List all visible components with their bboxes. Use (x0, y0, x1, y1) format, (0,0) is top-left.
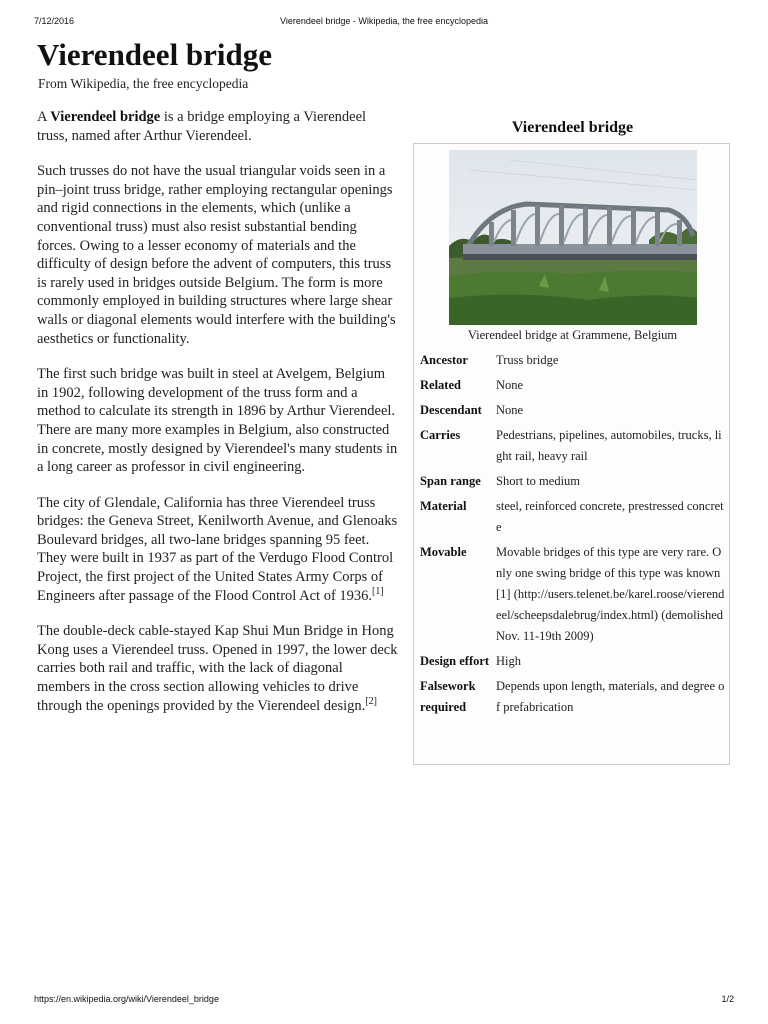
infobox-value: None (496, 403, 524, 417)
infobox-label: Span range (420, 474, 481, 488)
paragraph (37, 494, 399, 606)
citation-link[interactable]: [1] (372, 585, 384, 597)
print-url: https://en.wikipedia.org/wiki/Vierendeel_bridge (34, 994, 219, 1004)
bold-term: Vierendeel bridge (50, 109, 161, 125)
infobox-label: Descendant (420, 403, 482, 417)
paragraph (37, 108, 399, 145)
infobox-caption: Vierendeel bridge at Grammene, Belgium (467, 328, 678, 342)
paragraph (37, 365, 399, 477)
article-body (37, 108, 399, 732)
infobox-label: Movable (420, 545, 467, 559)
page-title: Vierendeel bridge (37, 37, 273, 72)
print-footer (0, 994, 768, 1006)
infobox-row (420, 350, 726, 371)
paragraph (37, 622, 399, 715)
infobox-label: Material (420, 499, 467, 513)
infobox-row (420, 400, 726, 421)
infobox-row (420, 471, 726, 492)
infobox-value: steel, reinforced concrete, prestressed concrete (496, 499, 724, 534)
paragraph-text: The double-deck cable-stayed Kap Shui Mun Bridge in Hong Kong uses a Vierendeel truss. Opened in 1997, the lower deck carries both rail and traffic, with the lack of diagonal members in the cross section allowing vehicles to drive through the openings provided by the Vierendeel design. (37, 623, 398, 714)
infobox-value: Short to medium (496, 474, 581, 488)
infobox-row (420, 676, 726, 718)
infobox-value: High (496, 654, 521, 668)
infobox (413, 143, 730, 765)
paragraph-text: The city of Glendale, California has three Vierendeel truss bridges: the Geneva Street, Kenilworth Avenue, and Glenoaks Boulevard bridges, all two-lane bridges spanning 95 feet. They were built in 1937 as part of the Verdugo Flood Control Project, the first project of the United States Army Corps of Engineers after passage of the Flood Control Act of 1936. (37, 494, 398, 604)
paragraph-text: Such trusses do not have the usual triangular voids seen in a pin–joint truss bridge, rather employing rectangular openings and rigid connections in the elements, which (unlike a conventional truss) must also resist substantial bending forces. Owing to a lesser economy of materials and the difficulty of design before the advent of computers, this truss is rarely used in bridges outside Belgium. The form is more commonly employed in building structures where large shear walls or diagonal elements would interfere with the building's aesthetics or functionality. (37, 163, 396, 347)
bridge-photo[interactable] (449, 150, 697, 325)
infobox-row (420, 375, 726, 396)
paragraph-text: The first such bridge was built in steel at Avelgem, Belgium in 1902, following development of the truss form and a method to calculate its strength in 1896 by Arthur Vierendeel. There are many more examples in Belgium, also constructed in concrete, mostly designed by Vierendeel's many students in a long career as professor in civil engineering. (37, 366, 398, 476)
print-page-number: 1/2 (721, 994, 734, 1004)
print-date: 7/12/2016 (34, 16, 75, 26)
infobox-value: Depends upon length, materials, and degree of prefabrication (496, 679, 725, 714)
infobox-row (420, 425, 726, 467)
paragraph-text: A (37, 109, 51, 125)
infobox-value: Truss bridge (496, 353, 559, 367)
paragraph-text: is a bridge employing a Vierendeel truss, named after Arthur Vierendeel. (37, 109, 367, 144)
infobox-label: Falsework required (420, 679, 476, 714)
infobox-value: Pedestrians, pipelines, automobiles, trucks, light rail, heavy rail (496, 428, 722, 463)
print-page-title: Vierendeel bridge - Wikipedia, the free encyclopedia (280, 16, 488, 26)
infobox-value: Movable bridges of this type are very rare. Only one swing bridge of this type was known [1] (http://users.telenet.be/karel.roose/vierendeel/scheepsdalebrug/index.html) (demolished Nov. 11-19th 2009) (496, 545, 725, 643)
infobox-value: None (496, 378, 524, 392)
infobox-label: Related (420, 378, 461, 392)
infobox-row (420, 651, 726, 672)
infobox-title: Vierendeel bridge (511, 119, 634, 136)
paragraph (37, 162, 399, 348)
infobox-label: Ancestor (420, 353, 468, 367)
infobox-row (420, 496, 726, 538)
infobox-row (420, 542, 726, 647)
citation-link[interactable]: [2] (365, 695, 377, 707)
tagline: From Wikipedia, the free encyclopedia (38, 76, 249, 91)
infobox-label: Design effort (420, 654, 490, 668)
infobox-label: Carries (420, 428, 461, 442)
infobox-rows (420, 350, 726, 722)
print-header (0, 16, 768, 28)
